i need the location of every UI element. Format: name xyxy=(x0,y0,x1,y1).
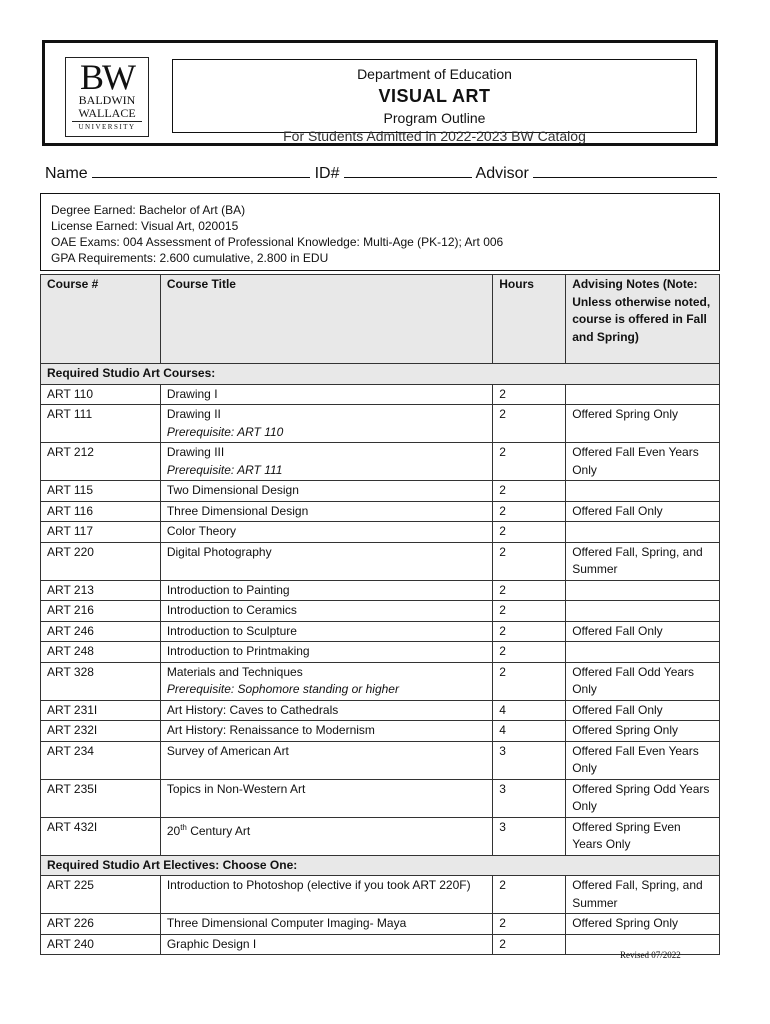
prerequisite: Prerequisite: ART 110 xyxy=(166,424,284,439)
advising-note: Offered Fall, Spring, and Summer xyxy=(566,542,720,580)
advising-note xyxy=(566,601,720,622)
advising-note: Offered Spring Only xyxy=(566,405,720,443)
advising-note: Offered Fall Odd Years Only xyxy=(566,662,720,700)
table-row xyxy=(41,443,720,481)
course-title: Art History: Caves to Cathedrals xyxy=(166,702,339,717)
course-hours: 2 xyxy=(493,621,566,642)
course-number: ART 240 xyxy=(41,934,161,955)
advising-note: Offered Spring Only xyxy=(566,914,720,935)
course-title-cell xyxy=(160,914,492,935)
course-number: ART 212 xyxy=(41,443,161,481)
course-hours: 2 xyxy=(493,405,566,443)
course-hours: 2 xyxy=(493,642,566,663)
course-title-cell xyxy=(160,642,492,663)
table-row xyxy=(41,580,720,601)
course-title-cell xyxy=(160,662,492,700)
course-number: ART 117 xyxy=(41,522,161,543)
course-title-cell xyxy=(160,817,492,855)
advising-note: Offered Fall Only xyxy=(566,621,720,642)
advising-note: Offered Spring Only xyxy=(566,721,720,742)
oae-exams: OAE Exams: 004 Assessment of Professional Knowledge: Multi-Age (PK-12); Art 006 xyxy=(51,235,504,249)
header-course: Course # xyxy=(41,275,161,364)
table-row xyxy=(41,779,720,817)
course-hours: 2 xyxy=(493,501,566,522)
header-notes: Advising Notes (Note: Unless otherwise noted, course is offered in Fall and Spring) xyxy=(566,275,720,364)
license-earned: License Earned: Visual Art, 020015 xyxy=(51,219,239,233)
header-box xyxy=(42,40,718,146)
table-row xyxy=(41,934,720,955)
course-title-cell xyxy=(160,501,492,522)
course-title: Graphic Design I xyxy=(166,936,257,951)
course-hours: 2 xyxy=(493,914,566,935)
course-title-cell xyxy=(160,700,492,721)
table-row xyxy=(41,522,720,543)
advising-note xyxy=(566,522,720,543)
logo-rule xyxy=(72,121,142,122)
table-row xyxy=(41,741,720,779)
gpa-requirements: GPA Requirements: 2.600 cumulative, 2.800 in EDU xyxy=(51,251,329,265)
course-title: Three Dimensional Design xyxy=(166,503,309,518)
course-title: Materials and Techniques xyxy=(166,664,303,679)
table-row xyxy=(41,501,720,522)
table-row xyxy=(41,405,720,443)
department-title: Department of Education xyxy=(357,66,512,82)
course-title-cell xyxy=(160,621,492,642)
course-title: Digital Photography xyxy=(166,544,272,559)
course-number: ART 248 xyxy=(41,642,161,663)
advising-note xyxy=(566,481,720,502)
advising-note xyxy=(566,580,720,601)
course-title-cell xyxy=(160,934,492,955)
course-title: Introduction to Printmaking xyxy=(166,644,310,658)
table-row xyxy=(41,700,720,721)
course-number: ART 110 xyxy=(41,384,161,405)
course-number: ART 432I xyxy=(41,817,161,855)
title-box xyxy=(172,59,697,144)
prerequisite: Prerequisite: ART 111 xyxy=(166,462,283,477)
header-title: Course Title xyxy=(160,275,492,364)
course-title-cell xyxy=(160,481,492,502)
course-hours: 2 xyxy=(493,580,566,601)
course-hours: 2 xyxy=(493,876,566,914)
table-row xyxy=(41,384,720,405)
course-hours: 2 xyxy=(493,934,566,955)
course-title: Color Theory xyxy=(166,524,236,538)
course-hours: 2 xyxy=(493,384,566,405)
section-row xyxy=(41,364,720,385)
program-title: VISUAL ART xyxy=(378,86,491,106)
course-hours: 4 xyxy=(493,700,566,721)
course-number: ART 216 xyxy=(41,601,161,622)
degree-info-box xyxy=(40,193,720,271)
clipped-catalog-text: For Students Admitted in 2022-2023 BW Catalog xyxy=(283,128,586,144)
course-hours: 3 xyxy=(493,779,566,817)
table-row xyxy=(41,642,720,663)
course-title-cell xyxy=(160,384,492,405)
title-superscript: th xyxy=(180,822,187,832)
course-number: ART 235I xyxy=(41,779,161,817)
course-title-cell xyxy=(160,721,492,742)
table-row xyxy=(41,914,720,935)
course-title: 20 xyxy=(166,823,181,838)
course-number: ART 232I xyxy=(41,721,161,742)
course-number: ART 225 xyxy=(41,876,161,914)
name-field[interactable] xyxy=(92,165,310,178)
advising-note: Offered Spring Even Years Only xyxy=(566,817,720,855)
id-field[interactable] xyxy=(344,165,472,178)
logo-line1: BALDWIN xyxy=(78,93,136,107)
logo-monogram: BW xyxy=(80,57,134,97)
title-rest: Century Art xyxy=(186,823,251,838)
revised-date: Revised 07/2022 xyxy=(620,950,681,960)
course-number: ART 111 xyxy=(41,405,161,443)
section-title: Required Studio Art Electives: Choose One: xyxy=(41,855,720,876)
course-number: ART 234 xyxy=(41,741,161,779)
course-title: Two Dimensional Design xyxy=(166,483,299,497)
student-id-line xyxy=(45,165,717,183)
advising-note: Offered Fall Only xyxy=(566,501,720,522)
id-label: ID# xyxy=(314,165,340,182)
course-title-cell xyxy=(160,580,492,601)
logo-line3: UNIVERSITY xyxy=(78,123,136,131)
table-row xyxy=(41,601,720,622)
name-label: Name xyxy=(45,165,88,182)
course-hours: 2 xyxy=(493,481,566,502)
bw-logo xyxy=(65,57,149,137)
course-hours: 2 xyxy=(493,601,566,622)
table-header-row xyxy=(41,275,720,364)
table-row xyxy=(41,876,720,914)
section-title: Required Studio Art Courses: xyxy=(41,364,720,385)
course-title-cell xyxy=(160,443,492,481)
advising-note: Offered Spring Odd Years Only xyxy=(566,779,720,817)
program-subtitle: Program Outline xyxy=(383,110,486,126)
course-number: ART 226 xyxy=(41,914,161,935)
table-row xyxy=(41,817,720,855)
course-title-cell xyxy=(160,405,492,443)
course-title-cell xyxy=(160,876,492,914)
course-title: Survey of American Art xyxy=(166,743,289,758)
advisor-field[interactable] xyxy=(533,165,717,178)
course-title-cell xyxy=(160,779,492,817)
advising-note: Offered Fall, Spring, and Summer xyxy=(566,876,720,914)
course-hours: 3 xyxy=(493,817,566,855)
advising-note xyxy=(566,384,720,405)
course-hours: 4 xyxy=(493,721,566,742)
course-hours: 2 xyxy=(493,522,566,543)
course-title-cell xyxy=(160,522,492,543)
advising-note: Offered Fall Only xyxy=(566,700,720,721)
table-row xyxy=(41,481,720,502)
advising-note xyxy=(566,642,720,663)
course-table xyxy=(40,274,720,955)
course-title: Introduction to Painting xyxy=(166,582,290,597)
table-row xyxy=(41,542,720,580)
advising-note: Offered Fall Even Years Only xyxy=(566,741,720,779)
course-hours: 2 xyxy=(493,662,566,700)
course-title: Three Dimensional Computer Imaging- Maya xyxy=(166,916,407,930)
course-title-cell xyxy=(160,601,492,622)
course-number: ART 213 xyxy=(41,580,161,601)
course-hours: 3 xyxy=(493,741,566,779)
table-row xyxy=(41,721,720,742)
table-row xyxy=(41,621,720,642)
course-title: Introduction to Sculpture xyxy=(166,623,297,638)
prerequisite: Prerequisite: Sophomore standing or higher xyxy=(166,682,399,696)
course-title: Drawing III xyxy=(166,445,225,459)
course-title-cell xyxy=(160,542,492,580)
course-title: Drawing I xyxy=(166,386,218,401)
table-row xyxy=(41,662,720,700)
course-title: Introduction to Ceramics xyxy=(166,603,297,617)
header-hours: Hours xyxy=(493,275,566,364)
advisor-label: Advisor xyxy=(475,165,529,182)
course-number: ART 328 xyxy=(41,662,161,700)
course-number: ART 231I xyxy=(41,700,161,721)
degree-earned: Degree Earned: Bachelor of Art (BA) xyxy=(51,203,246,217)
course-hours: 2 xyxy=(493,443,566,481)
course-title: Introduction to Photoshop (elective if you took ART 220F) xyxy=(166,878,471,892)
course-title: Art History: Renaissance to Modernism xyxy=(166,723,375,737)
course-title: Topics in Non-Western Art xyxy=(166,781,306,796)
advising-note: Offered Fall Even Years Only xyxy=(566,443,720,481)
course-number: ART 220 xyxy=(41,542,161,580)
logo-line2: WALLACE xyxy=(78,106,136,120)
course-title: Drawing II xyxy=(166,407,221,421)
course-number: ART 116 xyxy=(41,501,161,522)
course-number: ART 246 xyxy=(41,621,161,642)
course-title-cell xyxy=(160,741,492,779)
course-number: ART 115 xyxy=(41,481,161,502)
section-row xyxy=(41,855,720,876)
course-hours: 2 xyxy=(493,542,566,580)
